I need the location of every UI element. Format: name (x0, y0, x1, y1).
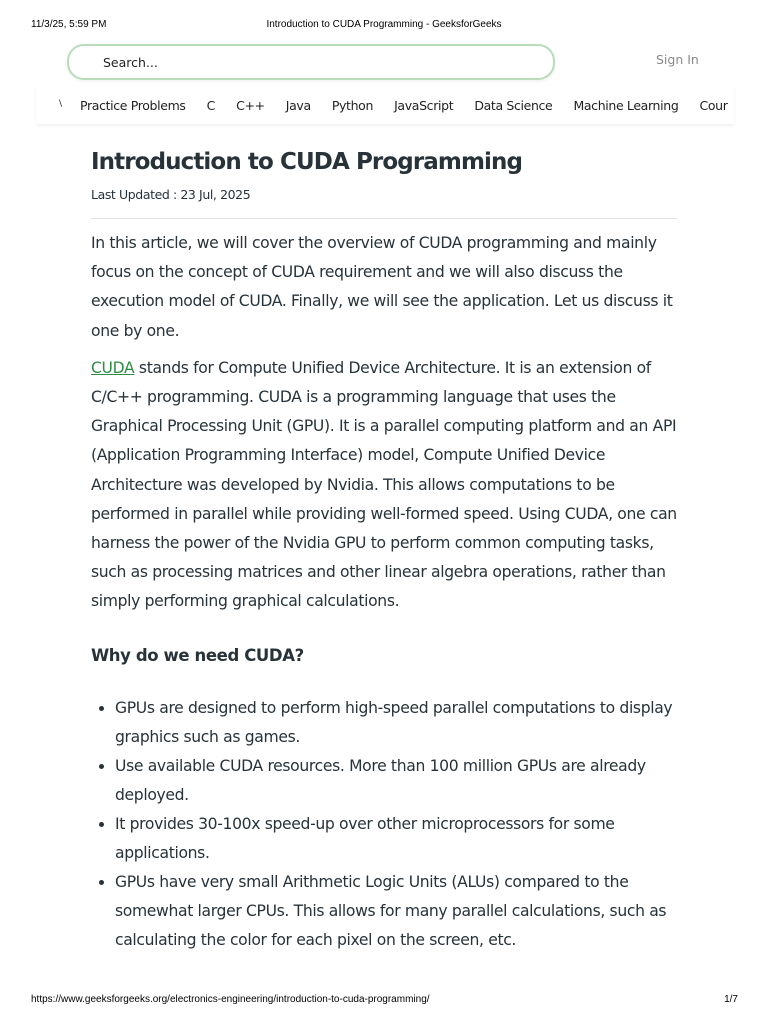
article (91, 144, 679, 955)
nav-item-courses[interactable]: Cour (699, 98, 728, 113)
nav-item-cpp[interactable]: C++ (236, 98, 265, 113)
list-item: • It provides 30-100x speed-up over other microprocessors for some applications. (115, 810, 679, 868)
nav-item-python[interactable]: Python (331, 98, 374, 113)
page-title: Introduction to CUDA Programming (91, 149, 523, 175)
print-header (0, 19, 768, 33)
section-heading: Why do we need CUDA? (91, 645, 304, 665)
print-doc-title: Introduction to CUDA Programming - GeeksforGeeks (266, 19, 502, 30)
top-bar (36, 40, 734, 87)
search-input[interactable] (103, 53, 523, 71)
category-nav (36, 86, 734, 124)
print-date: 11/3/25, 5:59 PM (31, 19, 107, 30)
nav-item-java[interactable]: Java (285, 98, 311, 113)
print-url: https://www.geeksforgeeks.org/electronics-engineering/introduction-to-cuda-programming/ (31, 994, 430, 1005)
reasons-list (91, 694, 679, 955)
nav-item-machine-learning[interactable]: Machine Learning (573, 98, 679, 113)
nav-item-practice-problems[interactable]: Practice Problems (80, 98, 186, 113)
nav-item-data-science[interactable]: Data Science (474, 98, 553, 113)
list-item: • GPUs have very small Arithmetic Logic Units (ALUs) compared to the somewhat larger CPUs. This allows for many parallel calculations, such as calculating the color for each pixel on the screen, etc. (115, 868, 679, 955)
sign-in-link[interactable]: Sign In (656, 52, 699, 67)
title-divider (91, 218, 677, 219)
nav-item-c[interactable]: C (206, 98, 216, 113)
last-updated: Last Updated : 23 Jul, 2025 (91, 187, 251, 202)
print-page-number: 1/7 (724, 994, 738, 1005)
search-box[interactable] (67, 44, 555, 80)
cuda-definition-paragraph (91, 354, 679, 617)
intro-paragraph: In this article, we will cover the overview of CUDA programming and mainly focus on the concept of CUDA requirement and we will also discuss the execution model of CUDA. Finally, we will see the application. Let us discuss it one by one. (91, 234, 673, 340)
list-item: • Use available CUDA resources. More than 100 million GPUs are already deployed. (115, 752, 679, 810)
list-item: • GPUs are designed to perform high-speed parallel computations to display graphics such as games. (115, 694, 679, 752)
nav-scroll-edge: \ (59, 99, 63, 109)
print-footer (0, 994, 768, 1008)
cuda-link[interactable]: CUDA (91, 358, 135, 377)
nav-item-javascript[interactable]: JavaScript (394, 98, 454, 113)
nav-list (80, 97, 734, 115)
cuda-definition-text: stands for Compute Unified Device Architecture. It is an extension of C/C++ programming. CUDA is a programming language that uses the Graphical Processing Unit (GPU). It is a parallel computing platform and an API (Application Programming Interface) model, Compute Unified Device Architecture was developed by Nvidia. This allows computations to be performed in parallel while providing well-formed speed. Using CUDA, one can harness the power of the Nvidia GPU to perform common computing tasks, such as processing matrices and other linear algebra operations, rather than simply performing graphical calculations. (91, 358, 677, 611)
